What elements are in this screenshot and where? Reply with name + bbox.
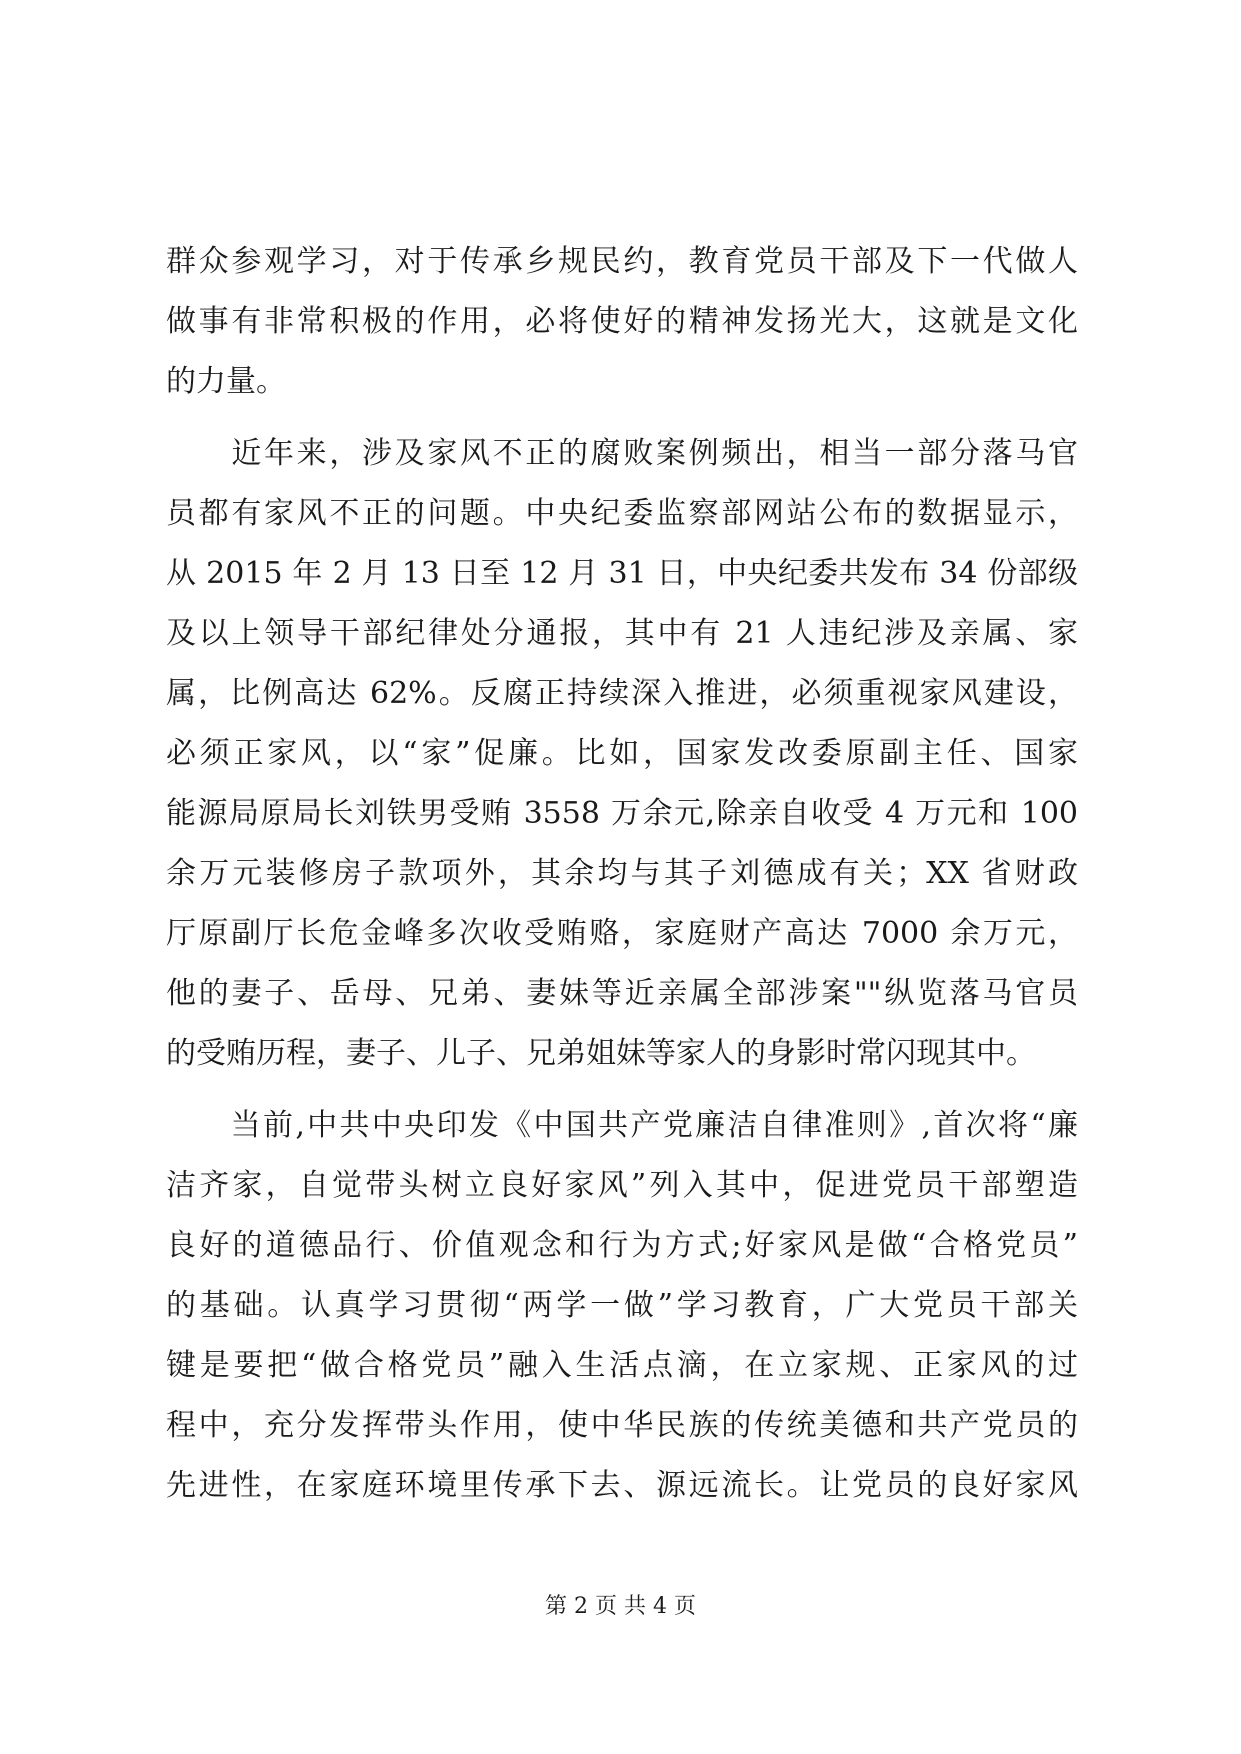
page-number-footer: 第 2 页 共 4 页 — [545, 1594, 696, 1619]
text-line: 当前,中共中央印发《中国共产党廉洁自律准则》,首次将“廉 — [166, 1108, 1078, 1143]
text-line: 及以上领导干部纪律处分通报，其中有 21 人违纪涉及亲属、家 — [166, 616, 1078, 651]
text-line: 的力量。 — [166, 364, 286, 399]
text-line: 的基础。认真学习贯彻“两学一做”学习教育，广大党员干部关 — [166, 1288, 1078, 1323]
text-line: 从 2015 年 2 月 13 日至 12 月 31 日，中央纪委共发布 34 份部级 — [166, 556, 1078, 591]
text-line: 洁齐家，自觉带头树立良好家风”列入其中，促进党员干部塑造 — [166, 1168, 1078, 1203]
document-body — [166, 232, 1078, 1516]
text-line: 厅原副厅长危金峰多次收受贿赂，家庭财产高达 7000 余万元， — [166, 916, 1078, 951]
text-line: 程中，充分发挥带头作用，使中华民族的传统美德和共产党员的 — [166, 1408, 1078, 1443]
text-line: 的受贿历程，妻子、儿子、兄弟姐妹等家人的身影时常闪现其中。 — [166, 1036, 1036, 1071]
text-line: 先进性，在家庭环境里传承下去、源远流长。让党员的良好家风 — [166, 1468, 1078, 1503]
paragraph — [166, 232, 1078, 412]
text-line: 员都有家风不正的问题。中央纪委监察部网站公布的数据显示， — [166, 496, 1078, 531]
text-line: 近年来，涉及家风不正的腐败案例频出，相当一部分落马官 — [166, 436, 1078, 471]
text-line: 能源局原局长刘铁男受贿 3558 万余元,除亲自收受 4 万元和 100 — [166, 796, 1078, 831]
text-line: 良好的道德品行、价值观念和行为方式;好家风是做“合格党员” — [166, 1228, 1078, 1263]
text-line: 他的妻子、岳母、兄弟、妻妹等近亲属全部涉案""纵览落马官员 — [166, 976, 1078, 1011]
text-line: 属，比例高达 62%。反腐正持续深入推进，必须重视家风建设， — [166, 676, 1078, 711]
paragraph-gap — [166, 1084, 1078, 1096]
text-line: 必须正家风，以“家”促廉。比如，国家发改委原副主任、国家 — [166, 736, 1078, 771]
text-line: 键是要把“做合格党员”融入生活点滴，在立家规、正家风的过 — [166, 1348, 1078, 1383]
text-line: 群众参观学习，对于传承乡规民约，教育党员干部及下一代做人 — [166, 244, 1078, 279]
paragraph — [166, 1096, 1078, 1516]
text-line: 余万元装修房子款项外，其余均与其子刘德成有关；XX 省财政 — [166, 856, 1078, 891]
text-line: 做事有非常积极的作用，必将使好的精神发扬光大，这就是文化 — [166, 304, 1078, 339]
paragraph-gap — [166, 412, 1078, 424]
paragraph — [166, 424, 1078, 1084]
